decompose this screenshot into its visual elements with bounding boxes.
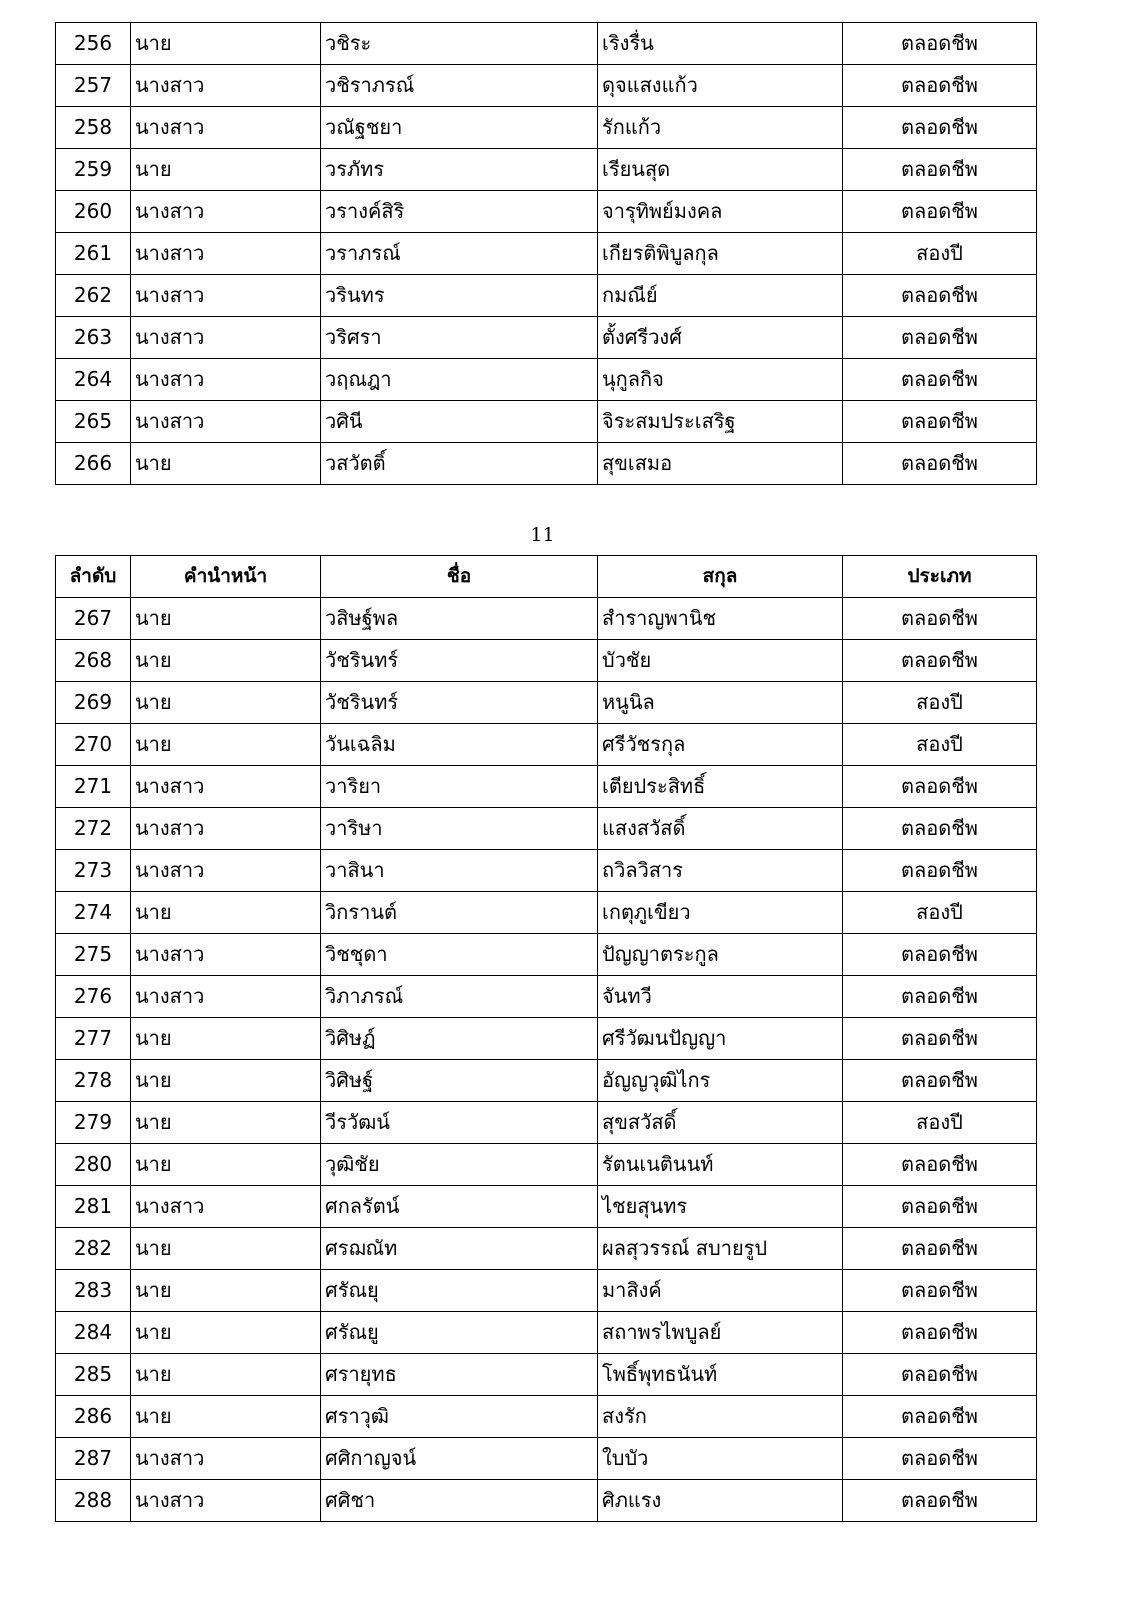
table-row <box>56 598 1037 640</box>
cell-no: 273 <box>56 850 131 892</box>
cell-title: นางสาว <box>131 65 321 107</box>
cell-first-name: วชิราภรณ์ <box>321 65 598 107</box>
cell-last-name: มาสิงค์ <box>598 1270 843 1312</box>
cell-no: 263 <box>56 317 131 359</box>
table-row <box>56 1396 1037 1438</box>
table-row <box>56 934 1037 976</box>
cell-first-name: วรางค์สิริ <box>321 191 598 233</box>
cell-last-name: ศรีวัฒนปัญญา <box>598 1018 843 1060</box>
cell-title: นาย <box>131 1312 321 1354</box>
member-table-top-body <box>56 23 1037 485</box>
cell-type: สองปี <box>843 1102 1037 1144</box>
cell-first-name: วิศิษฏ์ <box>321 1018 598 1060</box>
cell-no: 275 <box>56 934 131 976</box>
cell-first-name: วีรวัฒน์ <box>321 1102 598 1144</box>
cell-type: ตลอดชีพ <box>843 1270 1037 1312</box>
table-row <box>56 1144 1037 1186</box>
cell-title: นาย <box>131 443 321 485</box>
cell-last-name: แสงสวัสดิ์ <box>598 808 843 850</box>
cell-last-name: จารุทิพย์มงคล <box>598 191 843 233</box>
table-row <box>56 1312 1037 1354</box>
cell-title: นางสาว <box>131 766 321 808</box>
table-row <box>56 976 1037 1018</box>
cell-first-name: วชิระ <box>321 23 598 65</box>
cell-last-name: สุขเสมอ <box>598 443 843 485</box>
cell-no: 287 <box>56 1438 131 1480</box>
cell-last-name: หนูนิล <box>598 682 843 724</box>
cell-last-name: เริงรื่น <box>598 23 843 65</box>
cell-last-name: รักแก้ว <box>598 107 843 149</box>
cell-no: 276 <box>56 976 131 1018</box>
cell-title: นาย <box>131 149 321 191</box>
table-row <box>56 1060 1037 1102</box>
table-row <box>56 275 1037 317</box>
table-row <box>56 107 1037 149</box>
member-table-top <box>55 22 1037 485</box>
table-row <box>56 1354 1037 1396</box>
cell-title: นางสาว <box>131 808 321 850</box>
table-row <box>56 640 1037 682</box>
cell-no: 262 <box>56 275 131 317</box>
table-header-row <box>56 556 1037 598</box>
cell-no: 283 <box>56 1270 131 1312</box>
cell-type: ตลอดชีพ <box>843 443 1037 485</box>
cell-no: 272 <box>56 808 131 850</box>
cell-first-name: วาริษา <box>321 808 598 850</box>
cell-title: นาย <box>131 1144 321 1186</box>
cell-type: ตลอดชีพ <box>843 1228 1037 1270</box>
cell-no: 269 <box>56 682 131 724</box>
cell-first-name: วสิษฐ์พล <box>321 598 598 640</box>
cell-type: ตลอดชีพ <box>843 1354 1037 1396</box>
cell-last-name: จันทวี <box>598 976 843 1018</box>
cell-title: นาย <box>131 1228 321 1270</box>
cell-type: สองปี <box>843 682 1037 724</box>
cell-last-name: ศิภแรง <box>598 1480 843 1522</box>
cell-last-name: ใบบัว <box>598 1438 843 1480</box>
cell-type: ตลอดชีพ <box>843 191 1037 233</box>
cell-last-name: ถวิลวิสาร <box>598 850 843 892</box>
member-table-bottom-body <box>56 598 1037 1522</box>
cell-type: ตลอดชีพ <box>843 808 1037 850</box>
cell-title: นางสาว <box>131 934 321 976</box>
table-row <box>56 1228 1037 1270</box>
table-row <box>56 443 1037 485</box>
cell-title: นางสาว <box>131 401 321 443</box>
table-row <box>56 401 1037 443</box>
cell-no: 278 <box>56 1060 131 1102</box>
cell-title: นางสาว <box>131 317 321 359</box>
table-row <box>56 682 1037 724</box>
table-row <box>56 191 1037 233</box>
table-row <box>56 1480 1037 1522</box>
cell-title: นางสาว <box>131 1480 321 1522</box>
cell-first-name: ศรฌณัท <box>321 1228 598 1270</box>
cell-type: ตลอดชีพ <box>843 359 1037 401</box>
cell-last-name: ผลสุวรรณ์ สบายรูป <box>598 1228 843 1270</box>
cell-title: นางสาว <box>131 233 321 275</box>
cell-last-name: รัตนเนตินนท์ <box>598 1144 843 1186</box>
cell-no: 274 <box>56 892 131 934</box>
cell-no: 267 <box>56 598 131 640</box>
cell-last-name: เกตุภูเขียว <box>598 892 843 934</box>
cell-first-name: ศศิชา <box>321 1480 598 1522</box>
cell-last-name: สถาพรไพบูลย์ <box>598 1312 843 1354</box>
cell-first-name: วาสินา <box>321 850 598 892</box>
cell-last-name: ดุจแสงแก้ว <box>598 65 843 107</box>
cell-title: นางสาว <box>131 1438 321 1480</box>
cell-last-name: สงรัก <box>598 1396 843 1438</box>
cell-no: 266 <box>56 443 131 485</box>
cell-title: นาย <box>131 640 321 682</box>
header-no: ลำดับ <box>56 556 131 598</box>
cell-first-name: วาริยา <box>321 766 598 808</box>
cell-type: สองปี <box>843 724 1037 766</box>
table-row <box>56 233 1037 275</box>
cell-title: นาย <box>131 1102 321 1144</box>
cell-title: นางสาว <box>131 976 321 1018</box>
cell-last-name: โพธิ์พุทธนันท์ <box>598 1354 843 1396</box>
cell-last-name: ปัญญาตระกูล <box>598 934 843 976</box>
cell-first-name: วิชชุดา <box>321 934 598 976</box>
cell-type: ตลอดชีพ <box>843 275 1037 317</box>
cell-no: 256 <box>56 23 131 65</box>
cell-title: นาย <box>131 682 321 724</box>
cell-type: ตลอดชีพ <box>843 976 1037 1018</box>
table-row <box>56 359 1037 401</box>
cell-no: 284 <box>56 1312 131 1354</box>
cell-last-name: ไชยสุนทร <box>598 1186 843 1228</box>
header-first-name: ชื่อ <box>321 556 598 598</box>
cell-type: ตลอดชีพ <box>843 23 1037 65</box>
cell-no: 286 <box>56 1396 131 1438</box>
cell-no: 265 <box>56 401 131 443</box>
cell-last-name: กมณีย์ <box>598 275 843 317</box>
cell-last-name: เรียนสุด <box>598 149 843 191</box>
cell-type: ตลอดชีพ <box>843 149 1037 191</box>
cell-title: นางสาว <box>131 191 321 233</box>
cell-first-name: วิศิษฐ์ <box>321 1060 598 1102</box>
cell-title: นาย <box>131 598 321 640</box>
cell-title: นาย <box>131 724 321 766</box>
table-row <box>56 1270 1037 1312</box>
table-row <box>56 724 1037 766</box>
cell-no: 280 <box>56 1144 131 1186</box>
cell-first-name: ศกลรัตน์ <box>321 1186 598 1228</box>
cell-first-name: วริศรา <box>321 317 598 359</box>
table-row <box>56 317 1037 359</box>
cell-type: ตลอดชีพ <box>843 1480 1037 1522</box>
cell-no: 259 <box>56 149 131 191</box>
cell-first-name: วัชรินทร์ <box>321 682 598 724</box>
cell-first-name: วรภัทร <box>321 149 598 191</box>
header-last-name: สกุล <box>598 556 843 598</box>
header-type: ประเภท <box>843 556 1037 598</box>
cell-no: 277 <box>56 1018 131 1060</box>
cell-title: นาย <box>131 1270 321 1312</box>
cell-last-name: ศรีวัชรกุล <box>598 724 843 766</box>
cell-last-name: นุกูลกิจ <box>598 359 843 401</box>
cell-type: ตลอดชีพ <box>843 401 1037 443</box>
cell-title: นาย <box>131 1060 321 1102</box>
cell-no: 285 <box>56 1354 131 1396</box>
cell-first-name: วิภาภรณ์ <box>321 976 598 1018</box>
cell-no: 288 <box>56 1480 131 1522</box>
cell-no: 258 <box>56 107 131 149</box>
cell-first-name: ศรัณยุ <box>321 1270 598 1312</box>
cell-type: ตลอดชีพ <box>843 317 1037 359</box>
cell-title: นาย <box>131 23 321 65</box>
header-title: คำนำหน้า <box>131 556 321 598</box>
cell-type: สองปี <box>843 892 1037 934</box>
cell-no: 264 <box>56 359 131 401</box>
cell-title: นางสาว <box>131 850 321 892</box>
cell-last-name: สำราญพานิช <box>598 598 843 640</box>
cell-type: ตลอดชีพ <box>843 850 1037 892</box>
cell-title: นางสาว <box>131 275 321 317</box>
table-row <box>56 1438 1037 1480</box>
cell-type: ตลอดชีพ <box>843 1438 1037 1480</box>
cell-first-name: ศรัณยู <box>321 1312 598 1354</box>
cell-first-name: วัชรินทร์ <box>321 640 598 682</box>
cell-first-name: วุฒิชัย <box>321 1144 598 1186</box>
table-row <box>56 149 1037 191</box>
table-row <box>56 766 1037 808</box>
table-row <box>56 1186 1037 1228</box>
cell-title: นาย <box>131 1354 321 1396</box>
cell-title: นางสาว <box>131 359 321 401</box>
cell-no: 268 <box>56 640 131 682</box>
cell-type: ตลอดชีพ <box>843 1018 1037 1060</box>
cell-last-name: จิระสมประเสริฐ <box>598 401 843 443</box>
cell-type: ตลอดชีพ <box>843 107 1037 149</box>
cell-type: สองปี <box>843 233 1037 275</box>
cell-title: นาย <box>131 1396 321 1438</box>
table-row <box>56 850 1037 892</box>
cell-no: 261 <box>56 233 131 275</box>
cell-last-name: สุขสวัสดิ์ <box>598 1102 843 1144</box>
cell-first-name: วันเฉลิม <box>321 724 598 766</box>
cell-type: ตลอดชีพ <box>843 1396 1037 1438</box>
table-row <box>56 23 1037 65</box>
cell-type: ตลอดชีพ <box>843 934 1037 976</box>
cell-title: นางสาว <box>131 107 321 149</box>
member-table-bottom <box>55 555 1037 1522</box>
cell-no: 260 <box>56 191 131 233</box>
cell-last-name: ตั้งศรีวงศ์ <box>598 317 843 359</box>
cell-last-name: อัญญวุฒิไกร <box>598 1060 843 1102</box>
cell-type: ตลอดชีพ <box>843 640 1037 682</box>
cell-no: 257 <box>56 65 131 107</box>
cell-type: ตลอดชีพ <box>843 1186 1037 1228</box>
cell-first-name: วฤณฎา <box>321 359 598 401</box>
cell-type: ตลอดชีพ <box>843 766 1037 808</box>
cell-no: 282 <box>56 1228 131 1270</box>
cell-title: นางสาว <box>131 1186 321 1228</box>
cell-no: 270 <box>56 724 131 766</box>
cell-first-name: ศรายุทธ <box>321 1354 598 1396</box>
page-number: 11 <box>530 524 555 546</box>
cell-type: ตลอดชีพ <box>843 1144 1037 1186</box>
cell-type: ตลอดชีพ <box>843 598 1037 640</box>
table-row <box>56 892 1037 934</box>
cell-first-name: วิกรานต์ <box>321 892 598 934</box>
cell-no: 281 <box>56 1186 131 1228</box>
cell-last-name: บัวชัย <box>598 640 843 682</box>
cell-type: ตลอดชีพ <box>843 1060 1037 1102</box>
cell-title: นาย <box>131 1018 321 1060</box>
cell-type: ตลอดชีพ <box>843 1312 1037 1354</box>
cell-first-name: วศินี <box>321 401 598 443</box>
cell-first-name: ศราวุฒิ <box>321 1396 598 1438</box>
cell-first-name: วราภรณ์ <box>321 233 598 275</box>
cell-no: 279 <box>56 1102 131 1144</box>
table-row <box>56 1102 1037 1144</box>
cell-first-name: วณัฐชยา <box>321 107 598 149</box>
cell-first-name: ศศิกาญจน์ <box>321 1438 598 1480</box>
cell-no: 271 <box>56 766 131 808</box>
cell-last-name: เตียประสิทธิ์ <box>598 766 843 808</box>
table-row <box>56 1018 1037 1060</box>
cell-last-name: เกียรติพิบูลกุล <box>598 233 843 275</box>
cell-first-name: วสวัตติ์ <box>321 443 598 485</box>
cell-type: ตลอดชีพ <box>843 65 1037 107</box>
cell-first-name: วรินทร <box>321 275 598 317</box>
table-row <box>56 65 1037 107</box>
table-row <box>56 808 1037 850</box>
cell-title: นาย <box>131 892 321 934</box>
